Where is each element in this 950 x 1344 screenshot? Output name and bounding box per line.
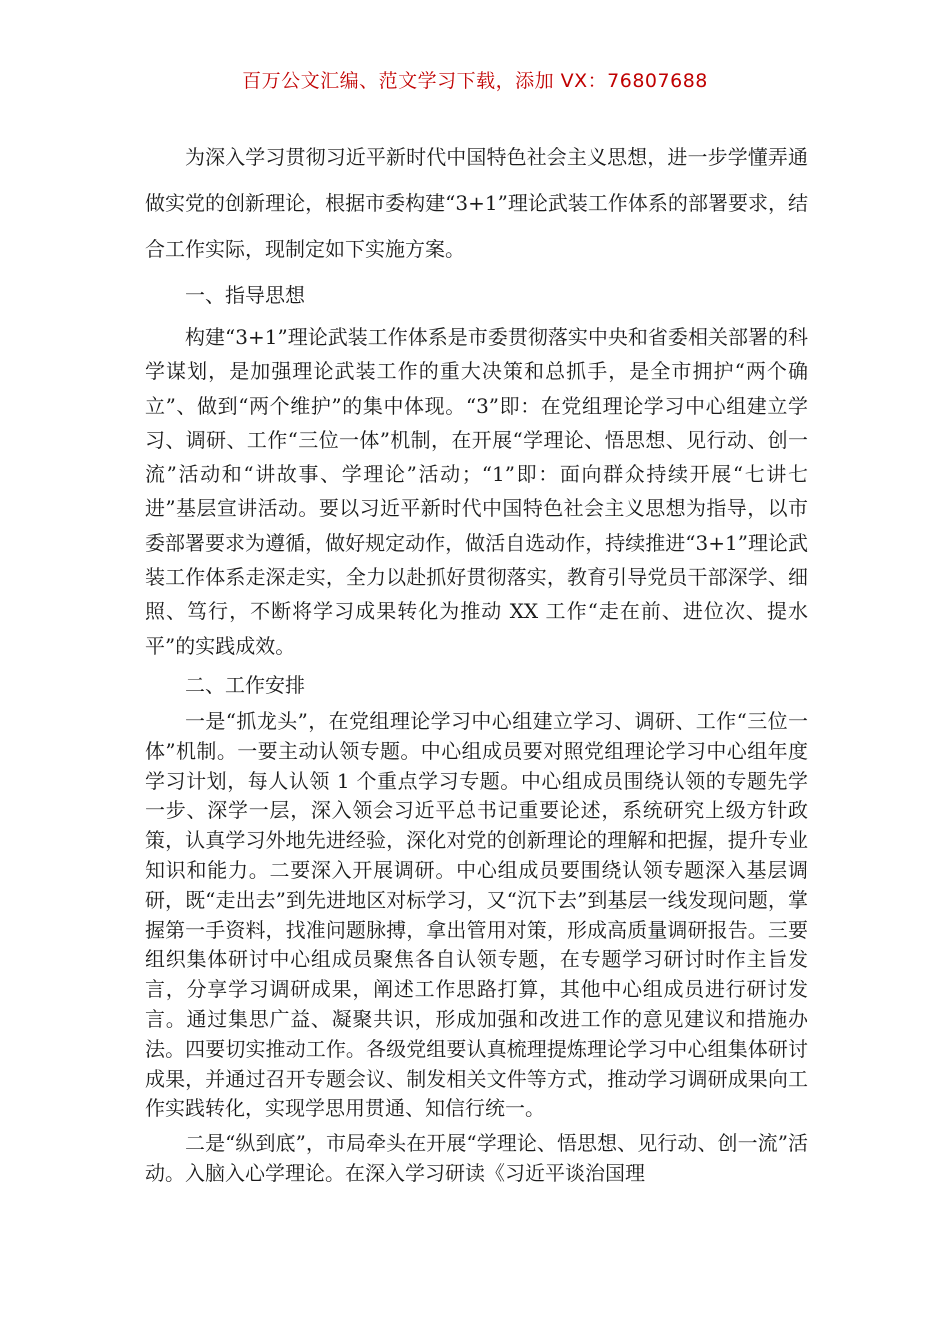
section-heading-guiding-ideology: 一、指导思想 — [185, 283, 305, 307]
work-item-2-paragraph: 二是“纵到底”，市局牵头在开展“学理论、悟思想、见行动、创一流”活动。入脑入心学理论。在深入学习研读《习近平谈治国理 — [145, 1131, 808, 1186]
document-body — [145, 130, 808, 1188]
section-heading-work-arrangement: 二、工作安排 — [185, 672, 305, 697]
work-item-1-paragraph: 一是“抓龙头”，在党组理论学习中心组建立学习、调研、工作“三位一体”机制。一要主动认领专题。中心组成员要对照党组理论学习中心组年度学习计划，每人认领 1 个重点学习专题。中心组成员围绕认领的专题先学一步、深学一层，深入领会习近平总书记重要论述，系统研究上级方针政策，认真学习外地先进经验，深化对党的创新理论的理解和把握，提升专业知识和能力。二要深入开展调研。中心组成员要围绕认领专题深入基层调研，既“走出去”到先进地区对标学习，又“沉下去”到基层一线发现问题，掌握第一手资料，找准问题脉搏，拿出管用对策，形成高质量调研报告。三要组织集体研讨中心组成员聚焦各自认领专题，在专题学习研讨时作主旨发言，分享学习调研成果，阐述工作思路打算，其他中心组成员进行研讨发言。通过集思广益、凝聚共识，形成加强和改进工作的意见建议和措施办法。四要切实推动工作。各级党组要认真梳理提炼理论学习中心组集体研讨成果，并通过召开专题会议、制发相关文件等方式，推动学习调研成果向工作实践转化，实现学思用贯通、知信行统一。 — [145, 708, 808, 1121]
guiding-ideology-paragraph: 构建“3+1”理论武装工作体系是市委贯彻落实中央和省委相关部署的科学谋划，是加强理论武装工作的重大决策和总抓手，是全市拥护“两个确立”、做到“两个维护”的集中体现。“3”即：在党组理论学习中心组建立学习、调研、工作“三位一体”机制，在开展“学理论、悟思想、见行动、创一流”活动和“讲故事、学理论”活动；“1”即：面向群众持续开展“七讲七进”基层宣讲活动。要以习近平新时代中国特色社会主义思想为指导，以市委部署要求为遵循，做好规定动作，做活自选动作，持续推进“3+1”理论武装工作体系走深走实，全力以赴抓好贯彻落实，教育引导党员干部深学、细照、笃行，不断将学习成果转化为推动 XX 工作“走在前、进位次、提水平”的实践成效。 — [145, 325, 808, 658]
intro-paragraph: 为深入学习贯彻习近平新时代中国特色社会主义思想，进一步学懂弄通做实党的创新理论，根据市委构建“3+1”理论武装工作体系的部署要求，结合工作实际，现制定如下实施方案。 — [145, 145, 808, 261]
watermark-banner: 百万公文汇编、范文学习下载，添加 VX：76807688 — [242, 70, 708, 92]
